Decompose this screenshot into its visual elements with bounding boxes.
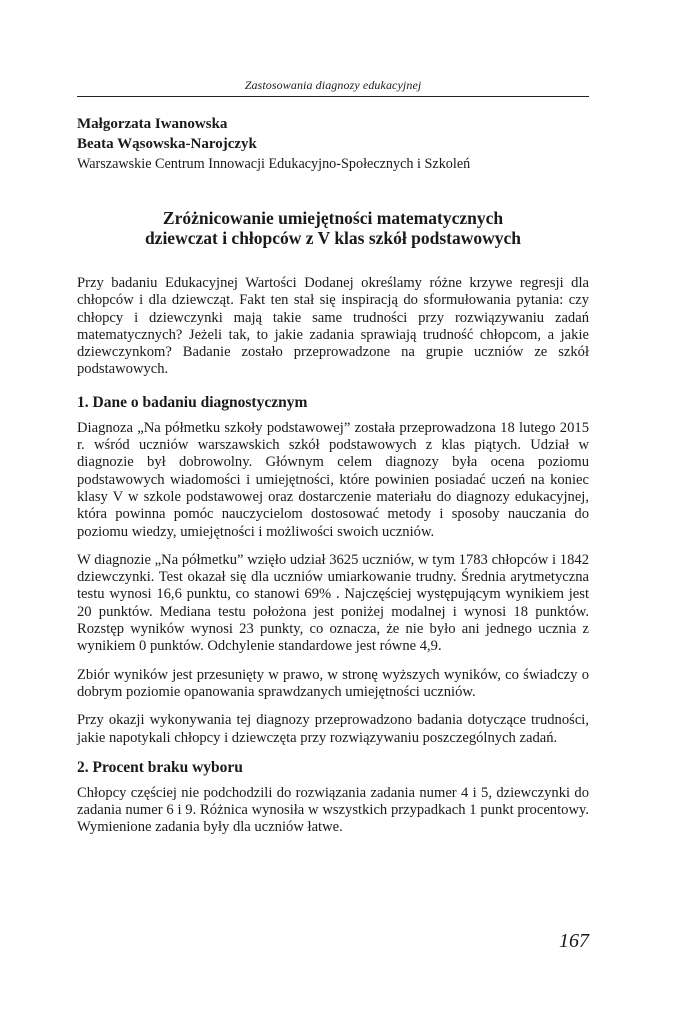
section-heading: 2. Procent braku wyboru [77,758,243,776]
author-name: Beata Wąsowska-Narojczyk [77,136,257,152]
authors-block [77,114,589,175]
article-title [77,208,589,248]
body-paragraph: Zbiór wyników jest przesunięty w prawo, w stronę wyższych wyników, co świadczy o dobrym poziomie opanowania sprawdzanych umiejętności uczniów. [77,666,589,700]
author-name: Małgorzata Iwanowska [77,116,228,132]
article-body [77,275,589,848]
title-line: Zróżnicowanie umiejętności matematycznych [162,208,504,228]
body-paragraph: Przy okazji wykonywania tej diagnozy przeprowadzono badania dotyczące trudności, jakie napotykali chłopcy i dziewczęta przy rozwiązywaniu poszczególnych zadań. [77,712,589,746]
running-head: Zastosowania diagnozy edukacyjnej [244,78,422,92]
section-heading: 1. Dane o badaniu diagnostycznym [77,393,308,411]
body-paragraph: W diagnozie „Na półmetku” wzięło udział 3625 uczniów, w tym 1783 chłopców i 1842 dziewczynki. Test okazał się dla uczniów umiarkowanie trudny. Średnia arytmetyczna testu wynosi 16,6 punktu, co stanowi 69% . Najczęściej występującym wynikiem jest 20 punktów. Mediana testu położona jest poniżej modalnej i wynosi 18 punktów. Rozstęp wyników wynosi 23 punkty, co oznacza, że nie było ani jednego ucznia z wynikiem 0 punktów. Odchylenie standardowe jest równe 4,9. [77,551,589,655]
affiliation: Warszawskie Centrum Innowacji Edukacyjno-Społecznych i Szkoleń [77,156,471,172]
title-line: dziewczat i chłopców z V klas szkół podstawowych [144,228,522,248]
header-rule [77,96,589,97]
intro-paragraph: Przy badaniu Edukacyjnej Wartości Dodanej określamy różne krzywe regresji dla chłopców i dla dziewcząt. Fakt ten stał się inspiracją do sformułowania pytania: czy chłopcy i dziewczynki mają takie same trudności przy rozwiązywaniu zadań matematycznych? Jeżeli tak, to jakie zadania sprawiają trudność chłopcom, a jakie dziewczynkom? Badanie zostało przeprowadzone na grupie uczniów ze szkół podstawowych. [77,275,589,378]
body-paragraph: Diagnoza „Na półmetku szkoły podstawowej” została przeprowadzona 18 lutego 2015 r. wśród uczniów warszawskich szkół podstawowych z klas piątych. Udział w diagnozie był dobrowolny. Głównym celem diagnozy była ocena poziomu podstawowych wiadomości i umiejętności, które powinien posiadać uczeń na koniec klasy V w szkole podstawowej oraz dostarczenie materiału do diagnozy edukacyjnej, która powinna pomóc nauczycielom dostosować metody i sposoby nauczania do poziomu wiedzy, umiejętności i możliwości swoich uczniów. [77,419,589,540]
page-number: 167 [559,930,589,952]
body-paragraph: Chłopcy częściej nie podchodzili do rozwiązania zadania numer 4 i 5, dziewczynki do zadania numer 6 i 9. Różnica wynosiła w wszystkich przypadkach 1 punkt procentowy. Wymienione zadania były dla uczniów łatwe. [77,784,589,836]
